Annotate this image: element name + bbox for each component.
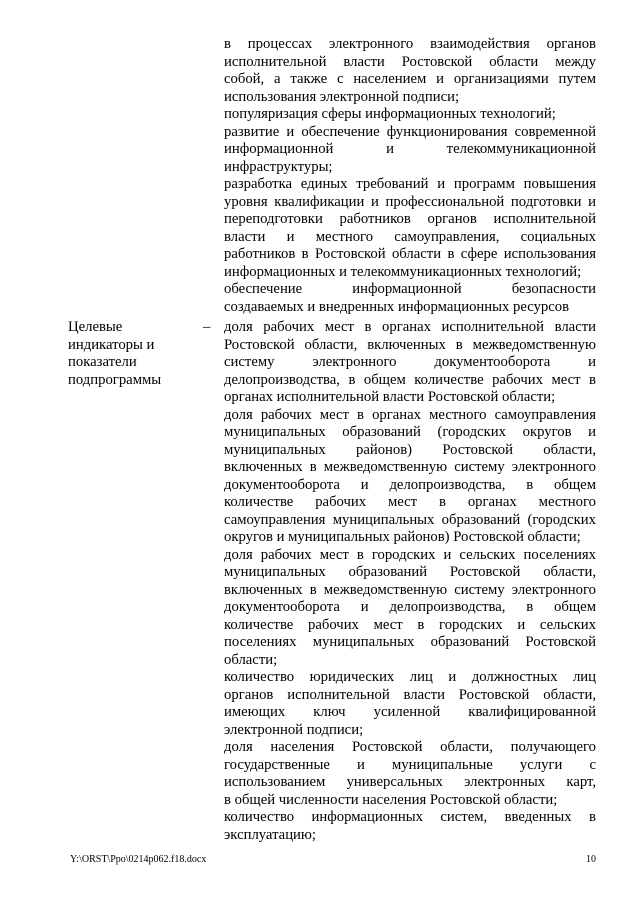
- paragraph: [224, 176, 596, 281]
- text-line: доля рабочих мест в органах местного самоуправления: [224, 406, 596, 423]
- text-line: развитие и обеспечение функционирования современной: [224, 123, 596, 140]
- text-line: области;: [224, 651, 278, 668]
- text-line: документооборота и делопроизводства, в общем: [224, 476, 596, 493]
- text-line: электронной подписи;: [224, 721, 364, 738]
- text-line: имеющих ключ усиленной квалифицированной: [224, 704, 596, 720]
- text-line: обеспечение информационной безопасности: [224, 281, 596, 297]
- text-line: уровня квалификации и профессиональной подготовки и: [224, 193, 596, 210]
- paragraph: [224, 36, 596, 106]
- text-line: доля рабочих мест в городских и сельских поселениях: [224, 546, 596, 563]
- text-line: работников в Ростовской области в сфере использования: [224, 246, 596, 262]
- indicators-block: [224, 319, 596, 844]
- text-line: систему электронного документооборота и: [224, 354, 596, 370]
- paragraph: [224, 547, 596, 670]
- text-line: переподготовки работников органов исполнительной: [224, 211, 596, 227]
- row-dash: –: [203, 319, 211, 335]
- text-line: использованием универсальных электронных карт,: [224, 774, 596, 790]
- text-line: информационной и телекоммуникационной: [224, 141, 596, 157]
- text-line: включенных в межведомственную систему электронного: [224, 459, 596, 475]
- text-line: популяризация сферы информационных технологий;: [224, 106, 556, 122]
- page-number: 10: [586, 854, 596, 865]
- paragraph: [224, 124, 596, 177]
- text-line: в общей численности населения Ростовской области;: [224, 791, 558, 808]
- label-line: Целевые: [68, 319, 123, 335]
- text-line: государственные и муниципальные услуги с: [224, 756, 596, 773]
- text-line: использования электронной подписи;: [224, 88, 460, 105]
- text-line: поселениях муниципальных образований Ростовской: [224, 634, 596, 650]
- text-line: муниципальных образований Ростовской области,: [224, 564, 596, 580]
- text-line: включенных в межведомственную систему электронного: [224, 581, 596, 598]
- text-line: эксплуатацию;: [224, 826, 316, 843]
- text-line: в процессах электронного взаимодействия органов: [224, 36, 596, 52]
- text-line: самоуправления муниципальных образований (городских: [224, 511, 596, 528]
- text-line: собой, а также с населением и организациями путем: [224, 71, 596, 87]
- text-line: органах исполнительной власти Ростовской области;: [224, 389, 556, 405]
- label-line: индикаторы и: [68, 336, 155, 353]
- text-line: доля рабочих мест в органах исполнительной власти: [224, 319, 596, 335]
- paragraph: [224, 809, 596, 844]
- text-line: количестве рабочих мест в городских и сельских: [224, 616, 596, 633]
- text-line: доля населения Ростовской области, получающего: [224, 739, 596, 755]
- text-line: исполнительной власти Ростовской области между: [224, 53, 596, 70]
- text-line: муниципальных районов) Ростовской области,: [224, 441, 596, 458]
- text-line: количестве рабочих мест в органах местного: [224, 494, 596, 510]
- label-line: подпрограммы: [68, 371, 162, 388]
- text-line: количество юридических лиц и должностных лиц: [224, 669, 596, 685]
- text-line: количество информационных систем, введенных в: [224, 809, 596, 825]
- continuation-block: [224, 36, 596, 316]
- footer-file-path: Y:\ORST\Ppo\0214p062.f18.docx: [70, 854, 207, 865]
- text-line: делопроизводства, в общем количестве рабочих мест в: [224, 371, 596, 388]
- paragraph: [224, 319, 596, 407]
- text-line: власти и местного самоуправления, социальных: [224, 228, 596, 245]
- text-line: округов и муниципальных районов) Ростовской области;: [224, 529, 581, 545]
- text-line: разработка единых требований и программ повышения: [224, 176, 596, 192]
- text-line: документооборота и делопроизводства, в общем: [224, 599, 596, 615]
- row-label: [68, 319, 198, 389]
- paragraph: [224, 407, 596, 547]
- text-line: информационных и телекоммуникационных технологий;: [224, 263, 582, 280]
- paragraph: [224, 106, 596, 124]
- text-line: органов исполнительной власти Ростовской области,: [224, 686, 596, 703]
- paragraph: [224, 669, 596, 739]
- text-line: муниципальных образований (городских округов и: [224, 424, 596, 440]
- paragraph: [224, 281, 596, 316]
- label-line: показатели: [68, 354, 137, 370]
- text-line: создаваемых и внедренных информационных ресурсов: [224, 298, 570, 315]
- paragraph: [224, 739, 596, 809]
- text-line: инфраструктуры;: [224, 158, 333, 175]
- text-line: Ростовской области, включенных в межведомственную: [224, 336, 596, 353]
